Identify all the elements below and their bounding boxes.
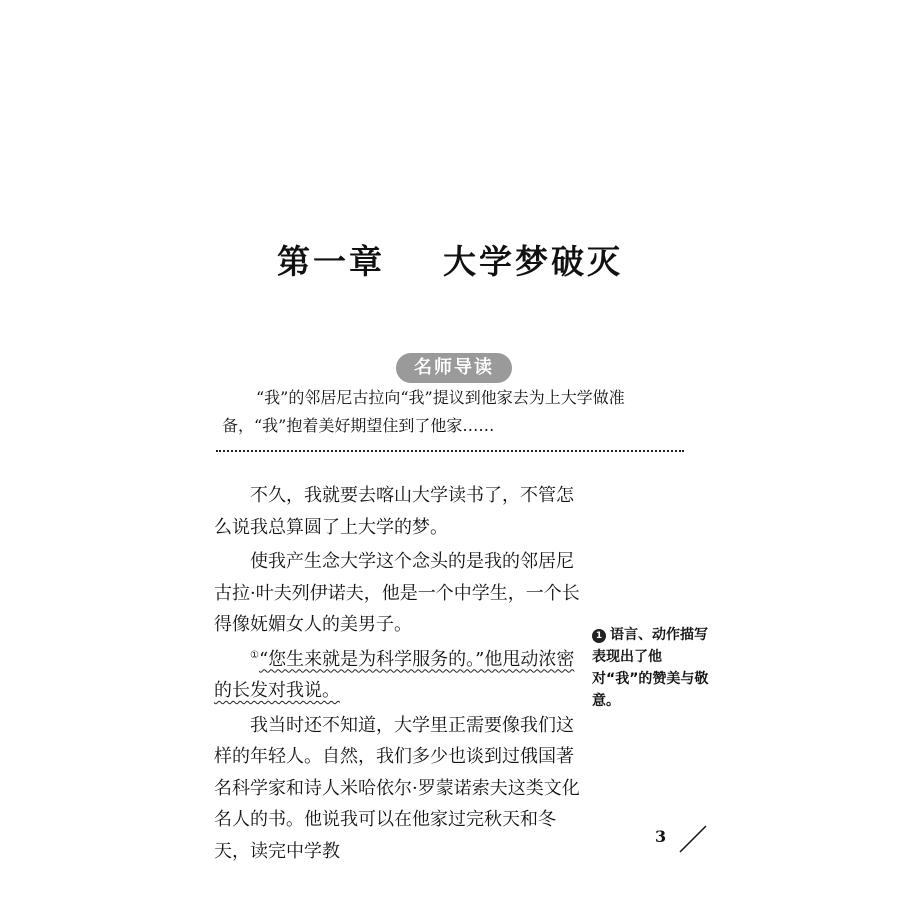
- paragraph-4: 我当时还不知道，大学里正需要像我们这样的年轻人。自然，我们多少也谈到过俄国著名科学家和诗人米哈依尔·罗蒙诺索夫这类文化名人的书。他说我可以在他家过完秋天和冬天，读完中学教: [214, 714, 580, 862]
- paragraph-2: 使我产生念大学这个念头的是我的邻居尼古拉·叶夫列伊诺夫，他是一个中学生，一个长得像妩媚女人的美男子。: [214, 551, 580, 635]
- paragraph-3: [214, 644, 580, 707]
- paragraph-1: 不久，我就要去喀山大学读书了，不管怎么说我总算圆了上大学的梦。: [214, 485, 574, 538]
- annotation-number-badge: 1: [592, 629, 606, 643]
- chapter-title: 第一章 大学梦破灭: [277, 242, 623, 281]
- side-annotation: [592, 624, 710, 712]
- annotation-marker: ①: [250, 649, 259, 661]
- dotted-divider: [216, 450, 684, 452]
- page-number: 3: [655, 827, 667, 846]
- page-slash-decoration: [672, 824, 712, 854]
- annotated-quote: “您生来就是为科学服务的。”他甩动浓密的长发对我说。: [214, 648, 575, 701]
- guide-text: “我”的邻居尼古拉向“我”提议到他家去为上大学做准备，“我”抱着美好期望住到了他家……: [222, 388, 625, 435]
- body-text: [214, 480, 580, 870]
- annotation-text: 语言、动作描写 表现出了他对“我”的赞美与敬意。: [592, 627, 709, 709]
- guide-badge: 名师导读: [396, 353, 512, 383]
